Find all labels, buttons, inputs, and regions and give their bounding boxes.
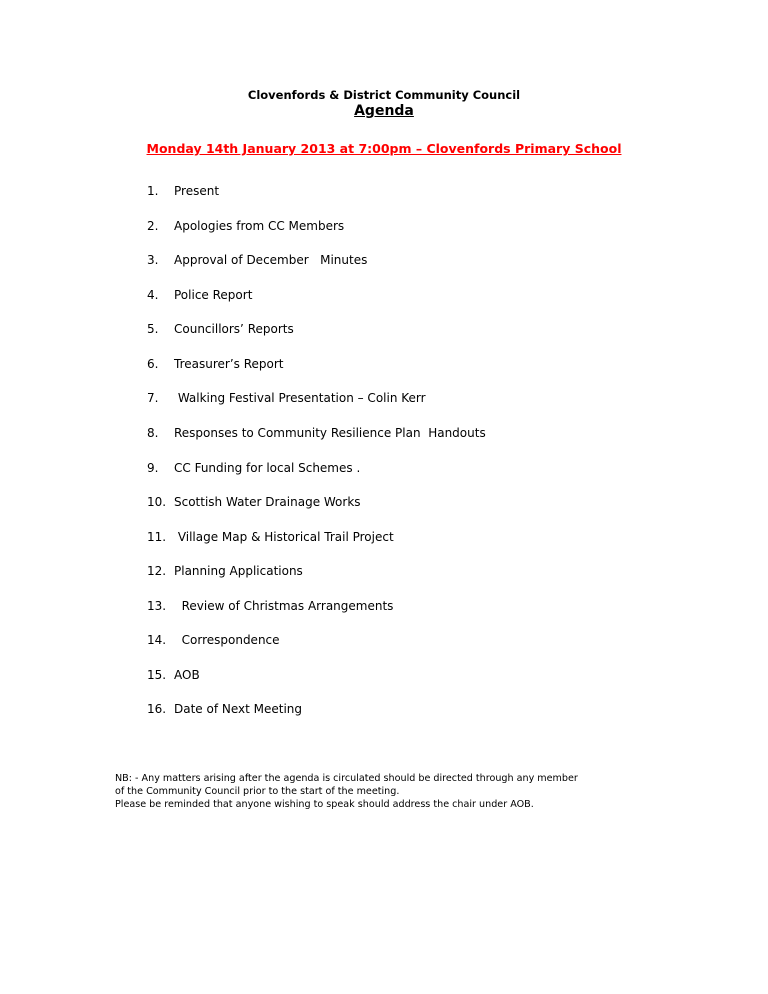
item-text: Present — [174, 184, 220, 198]
item-text: Review of Christmas Arrangements — [174, 599, 394, 613]
item-number: 7. — [147, 391, 159, 405]
agenda-item — [147, 495, 361, 509]
footnote-line: Please be reminded that anyone wishing to speak should address the chair under AOB. — [115, 799, 534, 810]
item-number: 13. — [147, 599, 167, 613]
item-text: Police Report — [174, 288, 253, 302]
item-text: CC Funding for local Schemes . — [174, 461, 361, 475]
agenda-item — [147, 253, 367, 267]
item-number: 12. — [147, 564, 167, 578]
agenda-item — [147, 599, 393, 613]
item-text: Correspondence — [174, 633, 280, 647]
item-number: 8. — [147, 426, 159, 440]
agenda-item — [147, 322, 294, 336]
agenda-item — [147, 426, 486, 440]
item-number: 3. — [147, 253, 159, 267]
agenda-item — [147, 357, 283, 371]
item-text: Village Map & Historical Trail Project — [174, 530, 394, 544]
item-text: Treasurer’s Report — [174, 357, 284, 371]
agenda-title: Agenda — [354, 103, 414, 119]
agenda-item — [147, 564, 303, 578]
item-text: Responses to Community Resilience Plan Handouts — [174, 426, 486, 440]
item-number: 16. — [147, 702, 167, 716]
agenda-item — [147, 530, 394, 544]
item-text: Scottish Water Drainage Works — [174, 495, 361, 509]
item-number: 10. — [147, 495, 167, 509]
meeting-details: Monday 14th January 2013 at 7:00pm – Clovenfords Primary School — [146, 141, 622, 156]
item-text: Walking Festival Presentation – Colin Kerr — [174, 391, 426, 405]
agenda-item — [147, 288, 252, 302]
organisation-title: Clovenfords & District Community Council — [247, 88, 521, 102]
agenda-item — [147, 461, 360, 475]
item-text: AOB — [174, 668, 200, 682]
agenda-item — [147, 702, 302, 716]
agenda-item — [147, 219, 344, 233]
footnote — [115, 772, 675, 811]
item-text: Date of Next Meeting — [174, 702, 303, 716]
agenda-item — [147, 668, 200, 682]
item-number: 2. — [147, 219, 159, 233]
item-number: 1. — [147, 184, 159, 198]
item-text: Planning Applications — [174, 564, 303, 578]
item-number: 5. — [147, 322, 159, 336]
item-number: 14. — [147, 633, 167, 647]
footnote-line: NB: - Any matters arising after the agenda is circulated should be directed through any member — [115, 773, 578, 784]
agenda-item — [147, 633, 280, 647]
item-number: 11. — [147, 530, 167, 544]
footnote-line: of the Community Council prior to the start of the meeting. — [115, 786, 400, 797]
agenda-item — [147, 184, 219, 198]
item-text: Apologies from CC Members — [174, 219, 345, 233]
item-number: 6. — [147, 357, 159, 371]
item-number: 9. — [147, 461, 159, 475]
item-number: 15. — [147, 668, 167, 682]
agenda-item — [147, 391, 426, 405]
item-text: Councillors’ Reports — [174, 322, 294, 336]
item-number: 4. — [147, 288, 159, 302]
item-text: Approval of December Minutes — [174, 253, 368, 267]
